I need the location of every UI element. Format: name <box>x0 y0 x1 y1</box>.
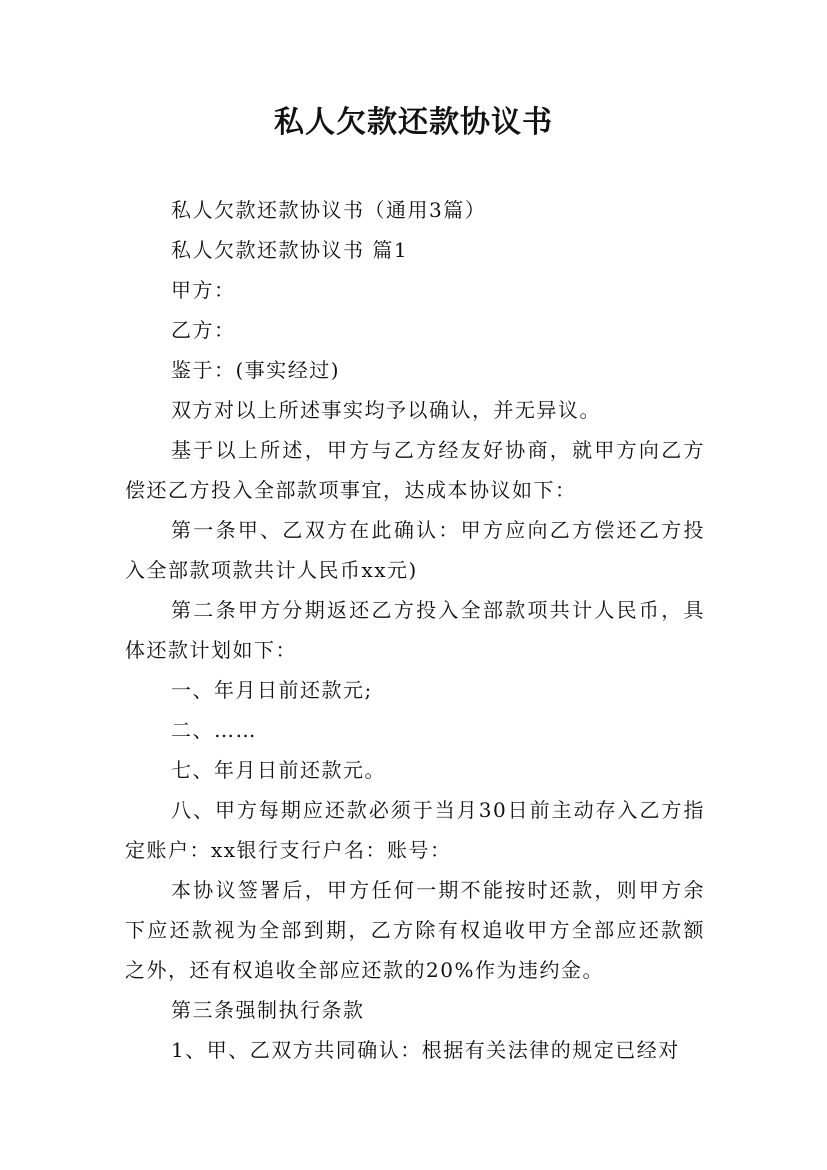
paragraph: 1、甲、乙双方共同确认：根据有关法律的规定已经对 <box>171 1038 680 1062</box>
paragraph: 鉴于：(事实经过) <box>171 358 341 382</box>
paragraph: 第一条甲、乙双方在此确认：甲方应向乙方偿还乙方投入全部款项款共计人民币xx元) <box>125 518 705 582</box>
paragraph: 乙方： <box>171 318 236 342</box>
paragraph: 一、年月日前还款元; <box>171 678 373 702</box>
paragraph: 双方对以上所述事实均予以确认，并无异议。 <box>171 398 601 422</box>
paragraph: 本协议签署后，甲方任何一期不能按时还款，则甲方余下应还款视为全部到期，乙方除有权追收甲方全部应还款额之外，还有权追收全部应还款的20%作为违约金。 <box>125 878 705 982</box>
paragraph: 八、甲方每期应还款必须于当月30日前主动存入乙方指定账户：xx银行支行户名：账号： <box>125 798 705 862</box>
paragraph: 基于以上所述，甲方与乙方经友好协商，就甲方向乙方偿还乙方投入全部款项事宜，达成本协议如下： <box>125 438 705 502</box>
document-body <box>125 190 705 1070</box>
paragraph: 私人欠款还款协议书 篇1 <box>171 238 409 262</box>
paragraph: 第三条强制执行条款 <box>171 998 365 1022</box>
paragraph: 二、…… <box>171 718 257 742</box>
document-title: 私人欠款还款协议书 <box>274 105 553 140</box>
paragraph: 七、年月日前还款元。 <box>171 758 386 782</box>
paragraph: 甲方： <box>171 278 236 302</box>
paragraph: 第二条甲方分期返还乙方投入全部款项共计人民币，具体还款计划如下： <box>125 598 705 662</box>
paragraph: 私人欠款还款协议书（通用3篇） <box>171 198 487 222</box>
